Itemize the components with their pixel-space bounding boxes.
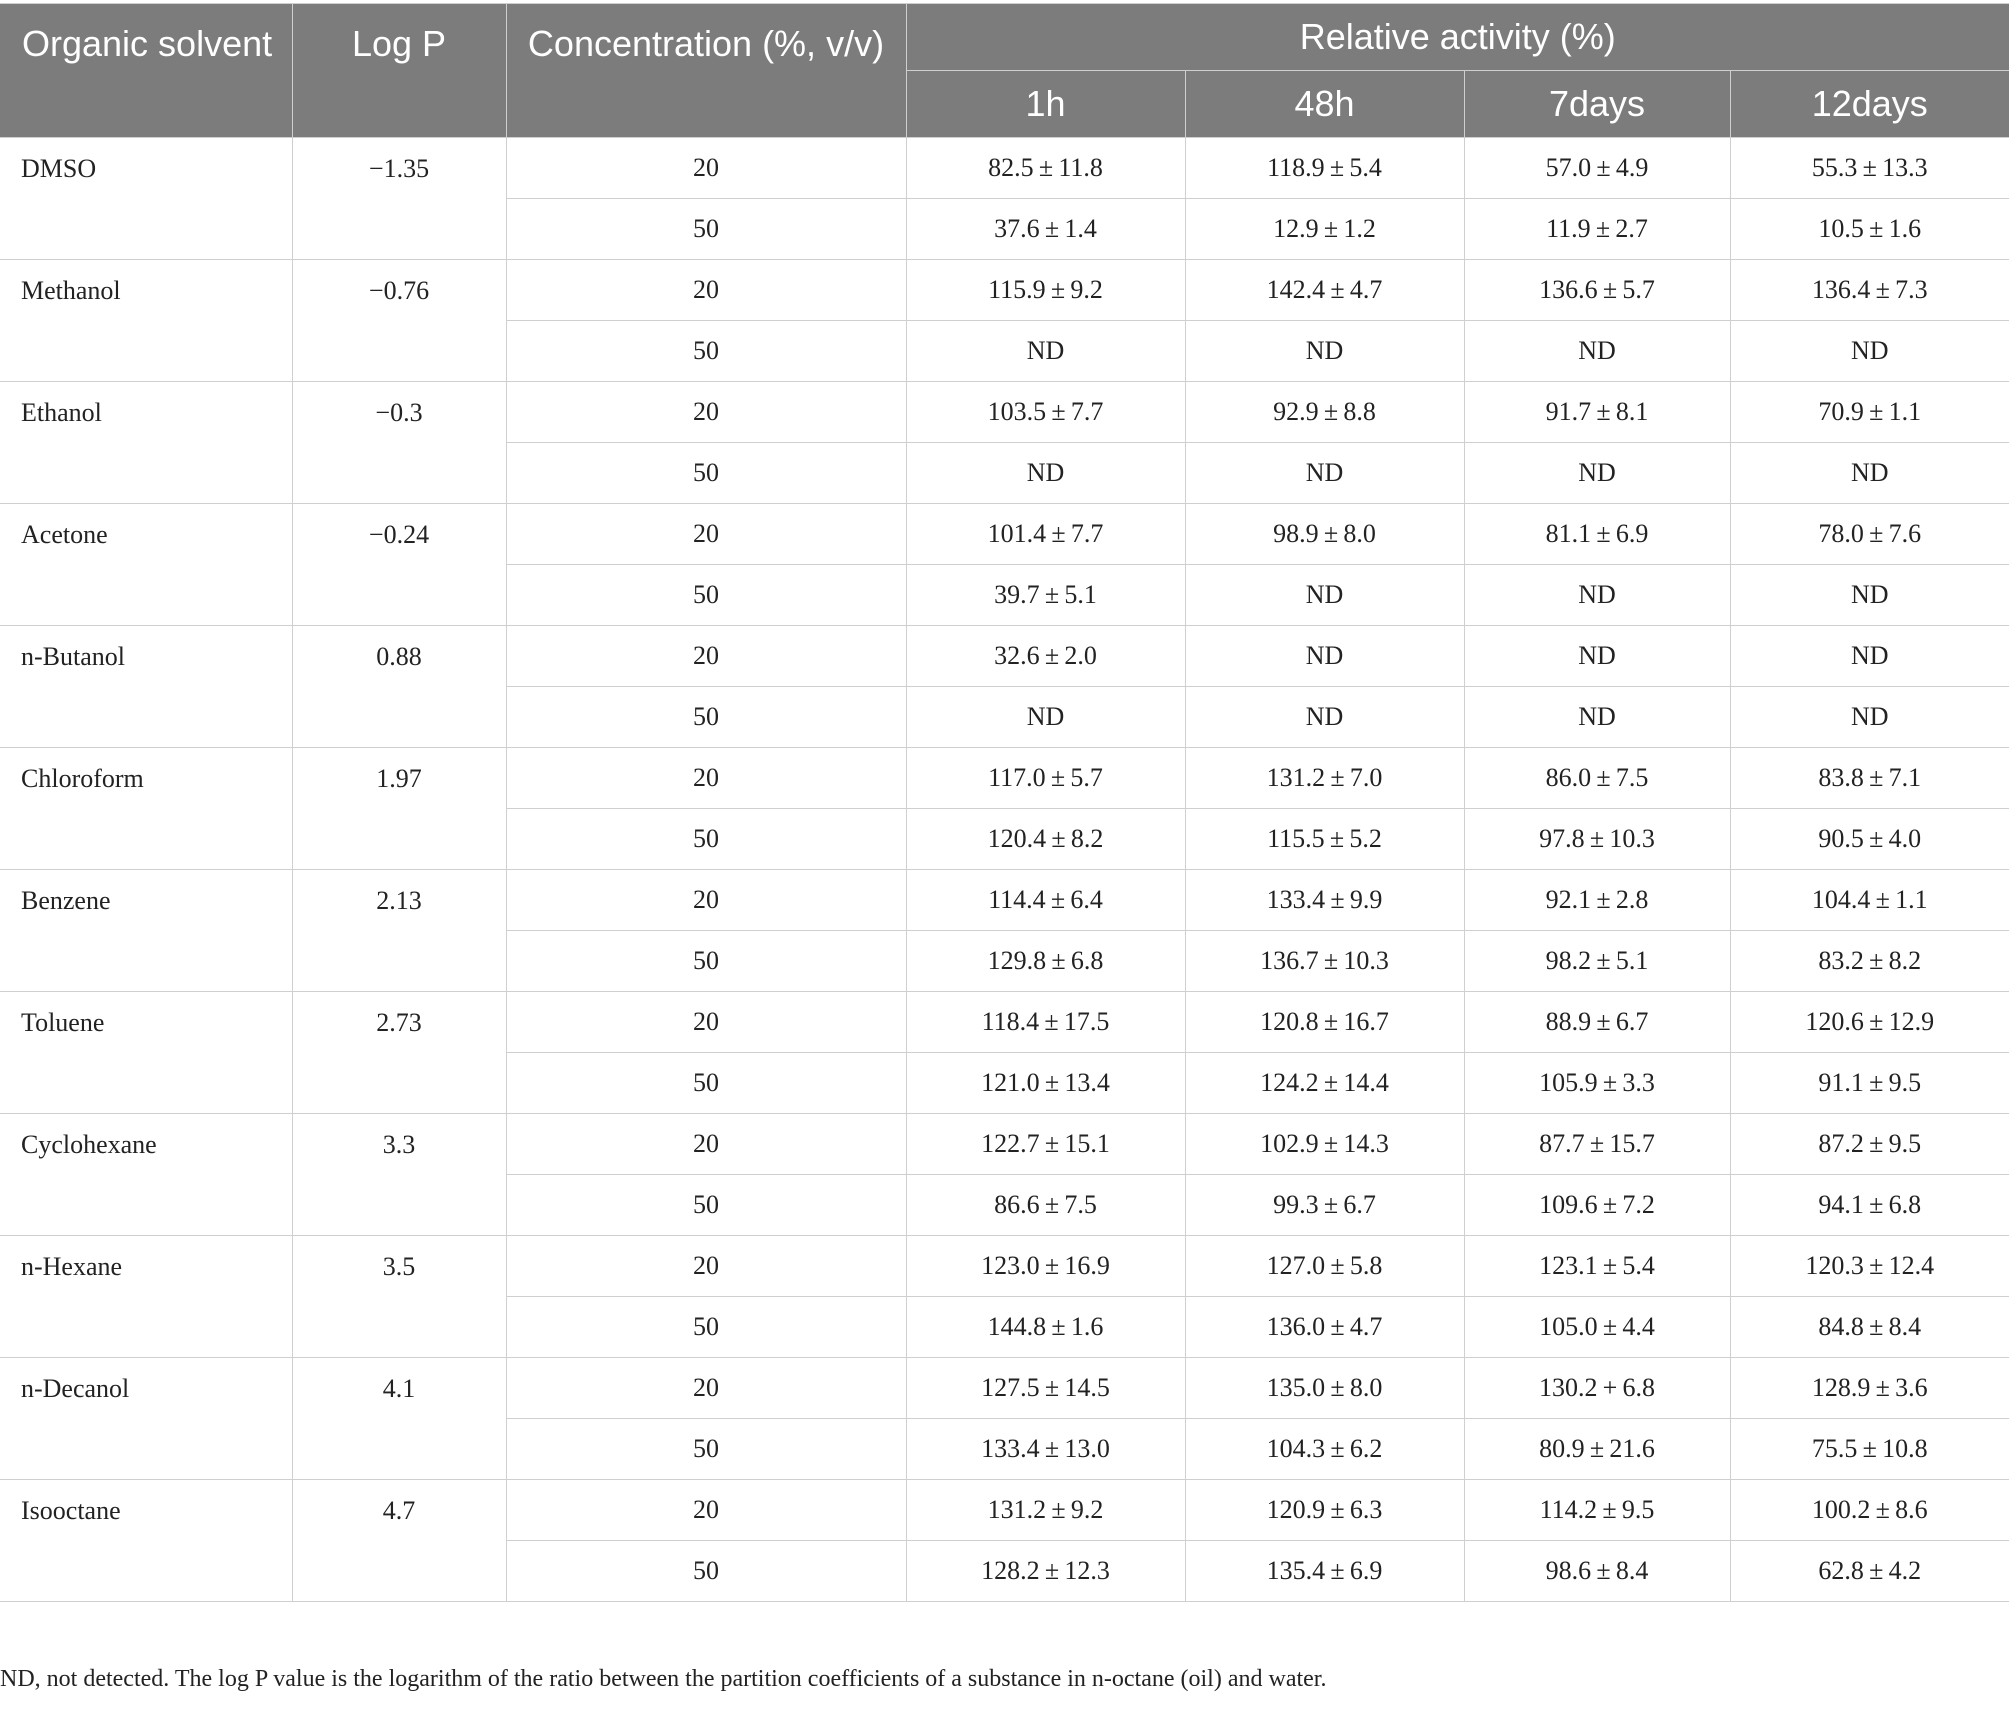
solvent-name-cell: Ethanol xyxy=(0,382,292,504)
activity-value-cell: ND xyxy=(1185,321,1464,382)
log-p-cell: 2.13 xyxy=(292,870,506,992)
concentration-cell: 50 xyxy=(506,321,906,382)
activity-value-cell: 92.9 ± 8.8 xyxy=(1185,382,1464,443)
activity-value-cell: 83.2 ± 8.2 xyxy=(1730,931,2009,992)
table-row xyxy=(0,1236,2009,1297)
activity-value-cell: 80.9 ± 21.6 xyxy=(1464,1419,1730,1480)
activity-value-cell: 115.9 ± 9.2 xyxy=(906,260,1185,321)
table-row xyxy=(0,992,2009,1053)
activity-value-cell: 120.3 ± 12.4 xyxy=(1730,1236,2009,1297)
activity-value-cell: 120.6 ± 12.9 xyxy=(1730,992,2009,1053)
activity-value-cell: 136.4 ± 7.3 xyxy=(1730,260,2009,321)
activity-value-cell: 136.0 ± 4.7 xyxy=(1185,1297,1464,1358)
activity-value-cell: 99.3 ± 6.7 xyxy=(1185,1175,1464,1236)
activity-value-cell: 123.0 ± 16.9 xyxy=(906,1236,1185,1297)
concentration-cell: 50 xyxy=(506,1297,906,1358)
activity-value-cell: 133.4 ± 13.0 xyxy=(906,1419,1185,1480)
activity-value-cell: 109.6 ± 7.2 xyxy=(1464,1175,1730,1236)
data-table-container xyxy=(0,3,2009,1602)
activity-value-cell: 128.2 ± 12.3 xyxy=(906,1541,1185,1602)
activity-value-cell: ND xyxy=(1730,565,2009,626)
concentration-cell: 50 xyxy=(506,199,906,260)
activity-value-cell: 70.9 ± 1.1 xyxy=(1730,382,2009,443)
activity-value-cell: 100.2 ± 8.6 xyxy=(1730,1480,2009,1541)
activity-value-cell: 123.1 ± 5.4 xyxy=(1464,1236,1730,1297)
solvent-name-cell: Isooctane xyxy=(0,1480,292,1602)
log-p-cell: −1.35 xyxy=(292,138,506,260)
activity-value-cell: 101.4 ± 7.7 xyxy=(906,504,1185,565)
concentration-cell: 20 xyxy=(506,138,906,199)
activity-value-cell: ND xyxy=(1730,443,2009,504)
concentration-cell: 20 xyxy=(506,992,906,1053)
activity-value-cell: 131.2 ± 7.0 xyxy=(1185,748,1464,809)
concentration-cell: 50 xyxy=(506,443,906,504)
activity-value-cell: 11.9 ± 2.7 xyxy=(1464,199,1730,260)
activity-value-cell: 103.5 ± 7.7 xyxy=(906,382,1185,443)
activity-value-cell: 12.9 ± 1.2 xyxy=(1185,199,1464,260)
activity-value-cell: 115.5 ± 5.2 xyxy=(1185,809,1464,870)
activity-value-cell: 87.7 ± 15.7 xyxy=(1464,1114,1730,1175)
header-time-48h: 48h xyxy=(1185,71,1464,138)
activity-value-cell: 118.9 ± 5.4 xyxy=(1185,138,1464,199)
concentration-cell: 20 xyxy=(506,870,906,931)
log-p-cell: 1.97 xyxy=(292,748,506,870)
table-row xyxy=(0,1358,2009,1419)
activity-value-cell: 98.6 ± 8.4 xyxy=(1464,1541,1730,1602)
activity-value-cell: 128.9 ± 3.6 xyxy=(1730,1358,2009,1419)
activity-value-cell: 10.5 ± 1.6 xyxy=(1730,199,2009,260)
solvent-name-cell: n-Butanol xyxy=(0,626,292,748)
activity-value-cell: 127.5 ± 14.5 xyxy=(906,1358,1185,1419)
activity-value-cell: ND xyxy=(1185,626,1464,687)
activity-value-cell: 105.9 ± 3.3 xyxy=(1464,1053,1730,1114)
activity-value-cell: ND xyxy=(906,687,1185,748)
activity-value-cell: 94.1 ± 6.8 xyxy=(1730,1175,2009,1236)
activity-value-cell: 130.2 + 6.8 xyxy=(1464,1358,1730,1419)
activity-value-cell: 55.3 ± 13.3 xyxy=(1730,138,2009,199)
solvent-name-cell: Toluene xyxy=(0,992,292,1114)
activity-value-cell: 97.8 ± 10.3 xyxy=(1464,809,1730,870)
activity-value-cell: 121.0 ± 13.4 xyxy=(906,1053,1185,1114)
concentration-cell: 50 xyxy=(506,565,906,626)
solvent-name-cell: DMSO xyxy=(0,138,292,260)
concentration-cell: 20 xyxy=(506,1236,906,1297)
concentration-cell: 20 xyxy=(506,504,906,565)
activity-value-cell: 91.1 ± 9.5 xyxy=(1730,1053,2009,1114)
concentration-cell: 50 xyxy=(506,1053,906,1114)
concentration-cell: 20 xyxy=(506,1114,906,1175)
log-p-cell: −0.76 xyxy=(292,260,506,382)
activity-value-cell: ND xyxy=(1185,443,1464,504)
table-footnote: ND, not detected. The log P value is the logarithm of the ratio between the partition coefficients of a substance in n-octane (oil) and water. xyxy=(0,1666,1327,1692)
concentration-cell: 20 xyxy=(506,626,906,687)
log-p-cell: −0.24 xyxy=(292,504,506,626)
activity-value-cell: 129.8 ± 6.8 xyxy=(906,931,1185,992)
log-p-cell: 3.5 xyxy=(292,1236,506,1358)
activity-value-cell: 57.0 ± 4.9 xyxy=(1464,138,1730,199)
activity-value-cell: ND xyxy=(906,321,1185,382)
header-relative-activity: Relative activity (%) xyxy=(906,4,2009,71)
activity-value-cell: 105.0 ± 4.4 xyxy=(1464,1297,1730,1358)
activity-value-cell: 124.2 ± 14.4 xyxy=(1185,1053,1464,1114)
concentration-cell: 20 xyxy=(506,1480,906,1541)
table-row xyxy=(0,626,2009,687)
concentration-cell: 50 xyxy=(506,687,906,748)
activity-value-cell: 102.9 ± 14.3 xyxy=(1185,1114,1464,1175)
concentration-cell: 50 xyxy=(506,1541,906,1602)
activity-value-cell: ND xyxy=(1464,687,1730,748)
table-row xyxy=(0,138,2009,199)
activity-value-cell: ND xyxy=(1185,687,1464,748)
log-p-cell: −0.3 xyxy=(292,382,506,504)
table-row xyxy=(0,1480,2009,1541)
relative-activity-table xyxy=(0,3,2009,1602)
concentration-cell: 50 xyxy=(506,809,906,870)
activity-value-cell: 120.9 ± 6.3 xyxy=(1185,1480,1464,1541)
solvent-name-cell: n-Decanol xyxy=(0,1358,292,1480)
solvent-name-cell: Chloroform xyxy=(0,748,292,870)
activity-value-cell: 98.9 ± 8.0 xyxy=(1185,504,1464,565)
activity-value-cell: ND xyxy=(1730,687,2009,748)
activity-value-cell: ND xyxy=(906,443,1185,504)
table-header xyxy=(0,4,2009,138)
activity-value-cell: 114.4 ± 6.4 xyxy=(906,870,1185,931)
activity-value-cell: 98.2 ± 5.1 xyxy=(1464,931,1730,992)
activity-value-cell: ND xyxy=(1185,565,1464,626)
activity-value-cell: 37.6 ± 1.4 xyxy=(906,199,1185,260)
activity-value-cell: 86.6 ± 7.5 xyxy=(906,1175,1185,1236)
header-organic-solvent: Organic solvent xyxy=(0,4,292,138)
activity-value-cell: 127.0 ± 5.8 xyxy=(1185,1236,1464,1297)
solvent-name-cell: Benzene xyxy=(0,870,292,992)
activity-value-cell: 122.7 ± 15.1 xyxy=(906,1114,1185,1175)
activity-value-cell: 88.9 ± 6.7 xyxy=(1464,992,1730,1053)
concentration-cell: 20 xyxy=(506,1358,906,1419)
activity-value-cell: 39.7 ± 5.1 xyxy=(906,565,1185,626)
solvent-name-cell: Acetone xyxy=(0,504,292,626)
activity-value-cell: 144.8 ± 1.6 xyxy=(906,1297,1185,1358)
concentration-cell: 20 xyxy=(506,382,906,443)
activity-value-cell: 83.8 ± 7.1 xyxy=(1730,748,2009,809)
log-p-cell: 4.7 xyxy=(292,1480,506,1602)
concentration-cell: 50 xyxy=(506,1175,906,1236)
header-time-7days: 7days xyxy=(1464,71,1730,138)
solvent-name-cell: n-Hexane xyxy=(0,1236,292,1358)
activity-value-cell: 81.1 ± 6.9 xyxy=(1464,504,1730,565)
activity-value-cell: ND xyxy=(1730,321,2009,382)
solvent-name-cell: Cyclohexane xyxy=(0,1114,292,1236)
activity-value-cell: 91.7 ± 8.1 xyxy=(1464,382,1730,443)
activity-value-cell: 90.5 ± 4.0 xyxy=(1730,809,2009,870)
activity-value-cell: 118.4 ± 17.5 xyxy=(906,992,1185,1053)
table-row xyxy=(0,1114,2009,1175)
header-log-p: Log P xyxy=(292,4,506,138)
activity-value-cell: 136.7 ± 10.3 xyxy=(1185,931,1464,992)
activity-value-cell: 32.6 ± 2.0 xyxy=(906,626,1185,687)
activity-value-cell: 133.4 ± 9.9 xyxy=(1185,870,1464,931)
activity-value-cell: ND xyxy=(1464,321,1730,382)
activity-value-cell: 142.4 ± 4.7 xyxy=(1185,260,1464,321)
log-p-cell: 0.88 xyxy=(292,626,506,748)
solvent-name-cell: Methanol xyxy=(0,260,292,382)
activity-value-cell: 86.0 ± 7.5 xyxy=(1464,748,1730,809)
activity-value-cell: 92.1 ± 2.8 xyxy=(1464,870,1730,931)
activity-value-cell: 87.2 ± 9.5 xyxy=(1730,1114,2009,1175)
concentration-cell: 50 xyxy=(506,1419,906,1480)
activity-value-cell: 120.8 ± 16.7 xyxy=(1185,992,1464,1053)
activity-value-cell: ND xyxy=(1464,626,1730,687)
table-row xyxy=(0,748,2009,809)
log-p-cell: 3.3 xyxy=(292,1114,506,1236)
activity-value-cell: 84.8 ± 8.4 xyxy=(1730,1297,2009,1358)
log-p-cell: 4.1 xyxy=(292,1358,506,1480)
activity-value-cell: 78.0 ± 7.6 xyxy=(1730,504,2009,565)
activity-value-cell: ND xyxy=(1464,565,1730,626)
table-row xyxy=(0,870,2009,931)
table-row xyxy=(0,504,2009,565)
concentration-cell: 20 xyxy=(506,260,906,321)
header-concentration: Concentration (%, v/v) xyxy=(506,4,906,138)
activity-value-cell: ND xyxy=(1730,626,2009,687)
activity-value-cell: 135.4 ± 6.9 xyxy=(1185,1541,1464,1602)
concentration-cell: 20 xyxy=(506,748,906,809)
header-time-12days: 12days xyxy=(1730,71,2009,138)
activity-value-cell: 136.6 ± 5.7 xyxy=(1464,260,1730,321)
activity-value-cell: 104.3 ± 6.2 xyxy=(1185,1419,1464,1480)
log-p-cell: 2.73 xyxy=(292,992,506,1114)
table-body xyxy=(0,138,2009,1602)
header-time-1h: 1h xyxy=(906,71,1185,138)
activity-value-cell: 135.0 ± 8.0 xyxy=(1185,1358,1464,1419)
activity-value-cell: 120.4 ± 8.2 xyxy=(906,809,1185,870)
activity-value-cell: 75.5 ± 10.8 xyxy=(1730,1419,2009,1480)
activity-value-cell: 117.0 ± 5.7 xyxy=(906,748,1185,809)
table-row xyxy=(0,260,2009,321)
activity-value-cell: 104.4 ± 1.1 xyxy=(1730,870,2009,931)
activity-value-cell: 62.8 ± 4.2 xyxy=(1730,1541,2009,1602)
activity-value-cell: 131.2 ± 9.2 xyxy=(906,1480,1185,1541)
activity-value-cell: 114.2 ± 9.5 xyxy=(1464,1480,1730,1541)
activity-value-cell: ND xyxy=(1464,443,1730,504)
concentration-cell: 50 xyxy=(506,931,906,992)
activity-value-cell: 82.5 ± 11.8 xyxy=(906,138,1185,199)
table-row xyxy=(0,382,2009,443)
